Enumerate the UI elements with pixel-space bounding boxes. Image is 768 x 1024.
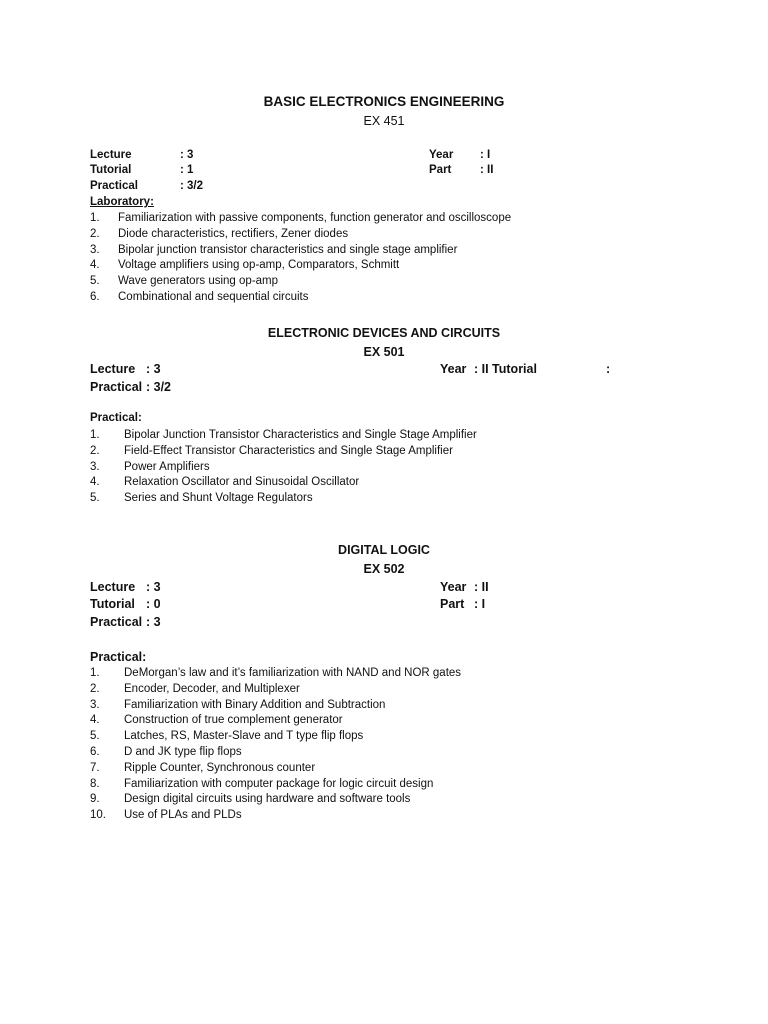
section-1-tutorial-value: : 1 bbox=[180, 164, 194, 176]
section-3-part-label: Part bbox=[440, 597, 465, 611]
item-text: Design digital circuits using hardware and software tools bbox=[124, 793, 411, 806]
item-text: Series and Shunt Voltage Regulators bbox=[124, 492, 313, 505]
section-3-tutorial-value: : 0 bbox=[146, 597, 161, 611]
section-1-year-label: Year bbox=[429, 149, 454, 161]
item-number: 3. bbox=[90, 698, 100, 711]
section-2-title: ELECTRONIC DEVICES AND CIRCUITS bbox=[267, 326, 501, 340]
item-number: 2. bbox=[90, 444, 100, 457]
item-number: 10. bbox=[90, 809, 106, 822]
section-1-part-value: : II bbox=[480, 164, 494, 176]
section-3-lecture-label: Lecture bbox=[90, 580, 136, 594]
item-number: 5. bbox=[90, 275, 100, 288]
item-number: 4. bbox=[90, 259, 100, 272]
item-number: 6. bbox=[90, 290, 100, 303]
item-number: 9. bbox=[90, 793, 100, 806]
section-3-title: DIGITAL LOGIC bbox=[338, 543, 430, 557]
item-text: Encoder, Decoder, and Multiplexer bbox=[124, 682, 300, 695]
section-1-tutorial-label: Tutorial bbox=[90, 164, 132, 176]
section-3-list-heading: Practical: bbox=[90, 650, 147, 664]
item-number: 2. bbox=[90, 227, 100, 240]
section-2-year-value: : II Tutorial bbox=[474, 362, 537, 376]
section-2-practical-value: : 3/2 bbox=[146, 380, 172, 394]
section-3-code: EX 502 bbox=[363, 562, 405, 576]
item-text: Power Amplifiers bbox=[124, 460, 210, 473]
item-text: Voltage amplifiers using op-amp, Comparators, Schmitt bbox=[118, 259, 400, 272]
item-number: 5. bbox=[90, 730, 100, 743]
item-number: 2. bbox=[90, 682, 100, 695]
section-1-practical-label: Practical bbox=[90, 180, 138, 192]
section-2-list-heading: Practical: bbox=[90, 412, 142, 424]
item-number: 1. bbox=[90, 667, 100, 679]
section-3-part-value: : I bbox=[474, 597, 486, 611]
item-text: Use of PLAs and PLDs bbox=[124, 809, 242, 822]
item-number: 4. bbox=[90, 714, 100, 727]
section-1-year-value: : I bbox=[480, 149, 491, 161]
section-3-practical-value: : 3 bbox=[146, 615, 161, 629]
item-text: Familiarization with computer package for logic circuit design bbox=[124, 777, 434, 790]
section-3-year-value: : II bbox=[474, 580, 489, 594]
item-number: 6. bbox=[90, 745, 100, 758]
item-text: Bipolar Junction Transistor Characteristics and Single Stage Amplifier bbox=[124, 429, 477, 441]
item-text: Diode characteristics, rectifiers, Zener diodes bbox=[118, 227, 349, 240]
item-number: 3. bbox=[90, 460, 100, 473]
section-2-lecture-label: Lecture bbox=[90, 362, 136, 376]
item-number: 1. bbox=[90, 429, 100, 441]
item-number: 8. bbox=[90, 777, 100, 790]
item-text: D and JK type flip flops bbox=[124, 745, 242, 758]
section-3-practical-label: Practical bbox=[90, 615, 143, 629]
section-2-lecture-value: : 3 bbox=[146, 362, 161, 376]
section-2-practical-label: Practical bbox=[90, 380, 143, 394]
item-text: Wave generators using op-amp bbox=[118, 275, 279, 288]
item-number: 1. bbox=[90, 212, 100, 224]
item-text: Familiarization with Binary Addition and Subtraction bbox=[124, 698, 386, 711]
section-1-list-heading: Laboratory: bbox=[90, 196, 154, 208]
section-2-year-label: Year bbox=[440, 362, 467, 376]
section-1-lecture-value: : 3 bbox=[180, 149, 194, 161]
section-1-code: EX 451 bbox=[363, 114, 405, 128]
section-1-title: BASIC ELECTRONICS ENGINEERING bbox=[263, 94, 505, 109]
section-2-tutorial-colon: : bbox=[606, 362, 611, 376]
section-1-part-label: Part bbox=[429, 164, 452, 176]
item-text: Field-Effect Transistor Characteristics and Single Stage Amplifier bbox=[124, 444, 453, 457]
item-text: DeMorgan’s law and it’s familiarization with NAND and NOR gates bbox=[124, 667, 462, 679]
item-text: Bipolar junction transistor characteristics and single stage amplifier bbox=[118, 243, 458, 256]
item-number: 3. bbox=[90, 243, 100, 256]
item-text: Latches, RS, Master-Slave and T type flip flops bbox=[124, 730, 364, 743]
section-1-lecture-label: Lecture bbox=[90, 149, 132, 161]
item-text: Combinational and sequential circuits bbox=[118, 290, 309, 303]
item-number: 5. bbox=[90, 492, 100, 505]
item-text: Relaxation Oscillator and Sinusoidal Oscillator bbox=[124, 476, 360, 489]
item-text: Familiarization with passive components, function generator and oscilloscope bbox=[118, 212, 512, 224]
item-text: Construction of true complement generator bbox=[124, 714, 343, 727]
section-1-practical-value: : 3/2 bbox=[180, 180, 204, 192]
section-2-code: EX 501 bbox=[363, 345, 405, 359]
section-3-tutorial-label: Tutorial bbox=[90, 597, 135, 611]
section-3-lecture-value: : 3 bbox=[146, 580, 161, 594]
section-3-year-label: Year bbox=[440, 580, 467, 594]
item-text: Ripple Counter, Synchronous counter bbox=[124, 761, 316, 774]
item-number: 4. bbox=[90, 476, 100, 489]
item-number: 7. bbox=[90, 761, 100, 774]
